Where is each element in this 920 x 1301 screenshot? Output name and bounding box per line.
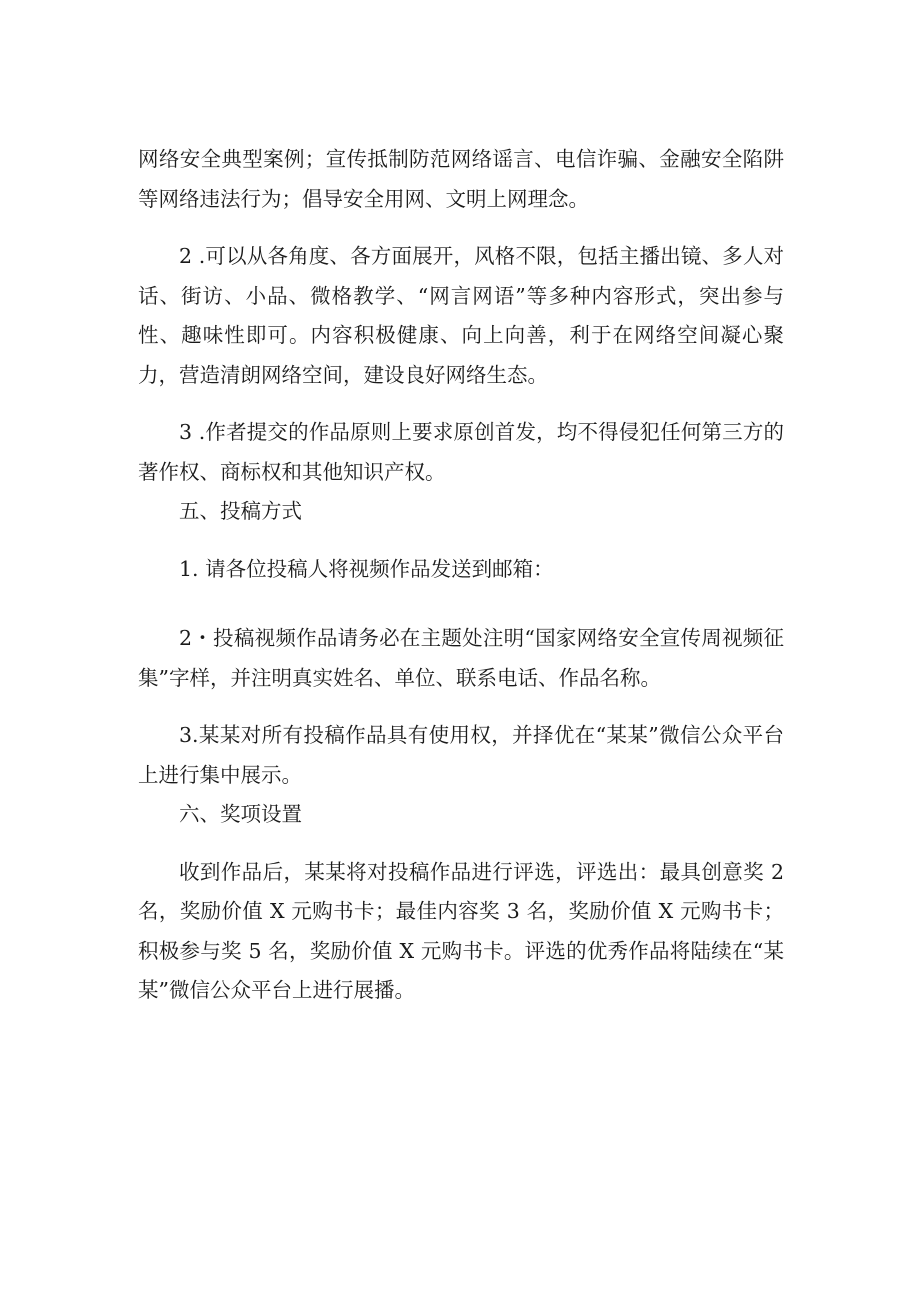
paragraph-submission-3-rights: 3.某某对所有投稿作品具有使用权，并择优在“某某”微信公众平台上进行集中展示。 (138, 723, 784, 787)
document-body (138, 140, 784, 1011)
paragraph-awards-detail: 收到作品后，某某将对投稿作品进行评选，评选出：最具创意奖 2 名，奖励价值 X 元购书卡；最佳内容奖 3 名，奖励价值 X 元购书卡；积极参与奖 5 名，奖励价值 X 元购书卡。评选的优秀作品将陆续在“某某”微信公众平台上进行展播。 (138, 859, 784, 1002)
paragraph-submission-1-email: 1. 请各位投稿人将视频作品发送到邮箱： (179, 556, 554, 581)
paragraph-item-2-style: 2 .可以从各角度、各方面展开，风格不限，包括主播出镜、多人对话、街访、小品、微格教学、“网言网语”等多种内容形式，突出参与性、趣味性即可。内容积极健康、向上向善，利于在网络空间凝心聚力，营造清朗网络空间，建设良好网络生态。 (138, 244, 784, 387)
paragraph-case-promotion: 网络安全典型案例；宣传抵制防范网络谣言、电信诈骗、金融安全陷阱等网络违法行为；倡导安全用网、文明上网理念。 (138, 147, 784, 211)
paragraph-submission-2-subject: 2・投稿视频作品请务必在主题处注明“国家网络安全宣传周视频征集”字样，并注明真实姓名、单位、联系电话、作品名称。 (138, 626, 784, 690)
section-heading-submission: 五、投稿方式 (179, 499, 302, 523)
section-heading-awards: 六、奖项设置 (179, 802, 302, 826)
paragraph-item-3-originality: 3 .作者提交的作品原则上要求原创首发，均不得侵犯任何第三方的著作权、商标权和其他知识产权。 (138, 420, 784, 484)
